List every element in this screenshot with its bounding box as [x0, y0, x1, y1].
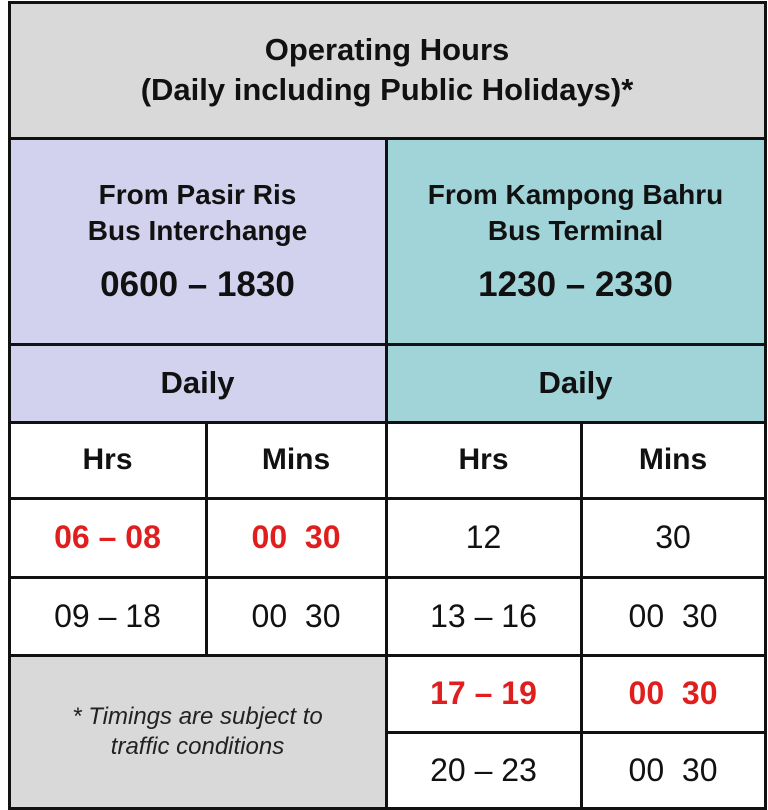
footnote: [9, 655, 386, 808]
divider-v: [580, 421, 583, 810]
title-line-1: Operating Hours: [264, 32, 510, 67]
column-header-hrs: Hrs: [386, 422, 581, 498]
table-cell-hrs: 20 – 23: [386, 732, 581, 808]
table-cell-mins: 00 30: [206, 498, 386, 577]
table-cell-mins: 30: [581, 498, 765, 577]
border-right: [764, 1, 767, 810]
footnote-line-2: traffic conditions: [110, 732, 285, 760]
table-cell-hrs: 09 – 18: [9, 577, 206, 655]
daily-label-pasir-ris: Daily: [9, 344, 386, 422]
route-pasir-ris-header: [9, 138, 386, 344]
title-cell: [9, 2, 765, 138]
table-cell-hrs: 13 – 16: [386, 577, 581, 655]
route-origin-line-2: Bus Terminal: [487, 215, 664, 246]
divider-v-center: [385, 137, 388, 810]
border-top: [8, 1, 767, 4]
divider-h: [385, 731, 767, 734]
route-origin-line-1: From Kampong Bahru: [427, 179, 724, 210]
route-operating-hours: 0600 – 1830: [100, 265, 295, 304]
route-origin-line-2: Bus Interchange: [87, 215, 308, 246]
column-header-mins: Mins: [206, 422, 386, 498]
column-header-hrs: Hrs: [9, 422, 206, 498]
table-cell-mins: 00 30: [206, 577, 386, 655]
divider-v: [205, 421, 208, 657]
footnote-line-1: * Timings are subject to: [72, 702, 323, 730]
table-cell-mins: 00 30: [581, 732, 765, 808]
daily-label-kampong-bahru: Daily: [386, 344, 765, 422]
column-header-mins: Mins: [581, 422, 765, 498]
table-cell-hrs: 06 – 08: [9, 498, 206, 577]
route-kampong-bahru-header: [386, 138, 765, 344]
table-cell-mins: 00 30: [581, 577, 765, 655]
table-cell-mins: 00 30: [581, 655, 765, 732]
border-left: [8, 1, 11, 810]
table-cell-hrs: 17 – 19: [386, 655, 581, 732]
route-operating-hours: 1230 – 2330: [478, 265, 673, 304]
route-origin-line-1: From Pasir Ris: [98, 179, 297, 210]
title-line-2: (Daily including Public Holidays)*: [140, 72, 634, 107]
table-cell-hrs: 12: [386, 498, 581, 577]
